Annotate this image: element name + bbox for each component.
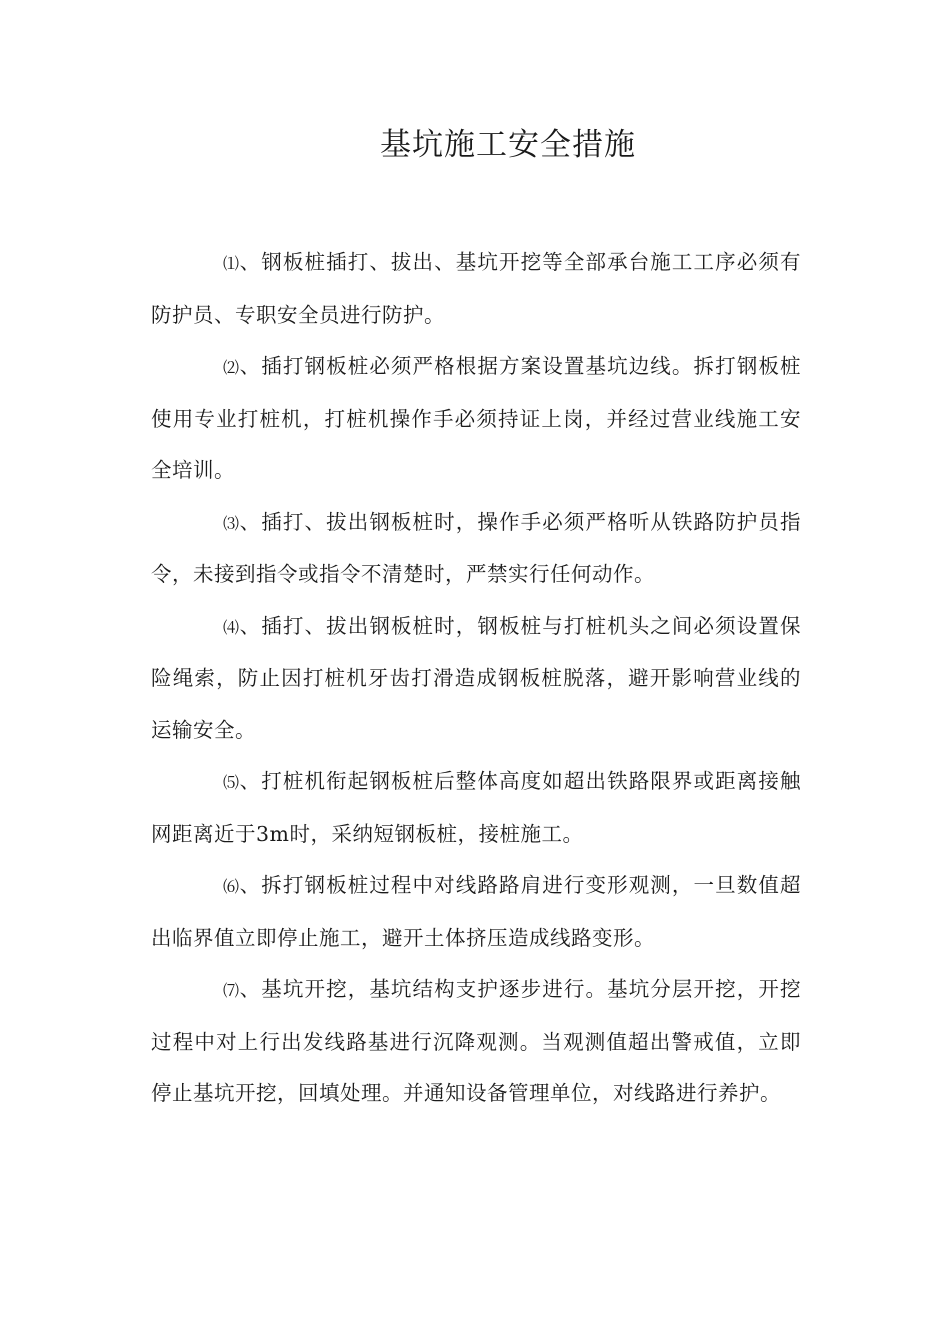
item-marker: ⑴ [223,254,240,273]
paragraph-1 [151,237,801,341]
document-title: 基坑施工安全措施 [380,127,636,163]
paragraph-text: 、钢板桩插打、拔出、基坑开挖等全部承台施工工序必须有防护员、专职安全员进行防护。 [151,250,801,327]
item-marker: ⑸ [223,773,240,792]
paragraph-7 [151,964,801,1120]
paragraph-text: 、拆打钢板桩过程中对线路路肩进行变形观测，一旦数值超出临界值立即停止施工，避开土体挤压造成线路变形。 [151,873,801,950]
paragraph-text: 、插打钢板桩必须严格根据方案设置基坑边线。拆打钢板桩使用专业打桩机，打桩机操作手必须持证上岗，并经过营业线施工安全培训。 [151,354,801,482]
item-marker: ⑶ [223,513,240,533]
paragraph-6 [151,860,801,964]
paragraph-3 [151,497,801,601]
paragraph-4 [151,601,801,757]
paragraph-text: 、打桩机衔起钢板桩后整体高度如超出铁路限界或距离接触网距离近于3m时，采纳短钢板桩，接桩施工。 [151,769,801,846]
item-marker: ⑵ [223,358,240,377]
item-marker: ⑷ [223,617,240,637]
paragraph-2 [151,341,801,497]
paragraph-text: 、插打、拔出钢板桩时，钢板桩与打桩机头之间必须设置保险绳索，防止因打桩机牙齿打滑造成钢板桩脱落，避开影响营业线的运输安全。 [151,613,801,742]
document-body [151,237,801,1120]
paragraph-text: 、插打、拔出钢板桩时，操作手必须严格听从铁路防护员指令，未接到指令或指令不清楚时，严禁实行任何动作。 [151,509,801,586]
paragraph-text: 、基坑开挖，基坑结构支护逐步进行。基坑分层开挖，开挖过程中对上行出发线路基进行沉降观测。当观测值超出警戒值，立即停止基坑开挖，回填处理。并通知设备管理单位，对线路进行养护。 [151,977,801,1105]
item-marker: ⑹ [223,877,240,896]
item-marker: ⑺ [223,981,240,1000]
paragraph-5 [151,756,801,860]
